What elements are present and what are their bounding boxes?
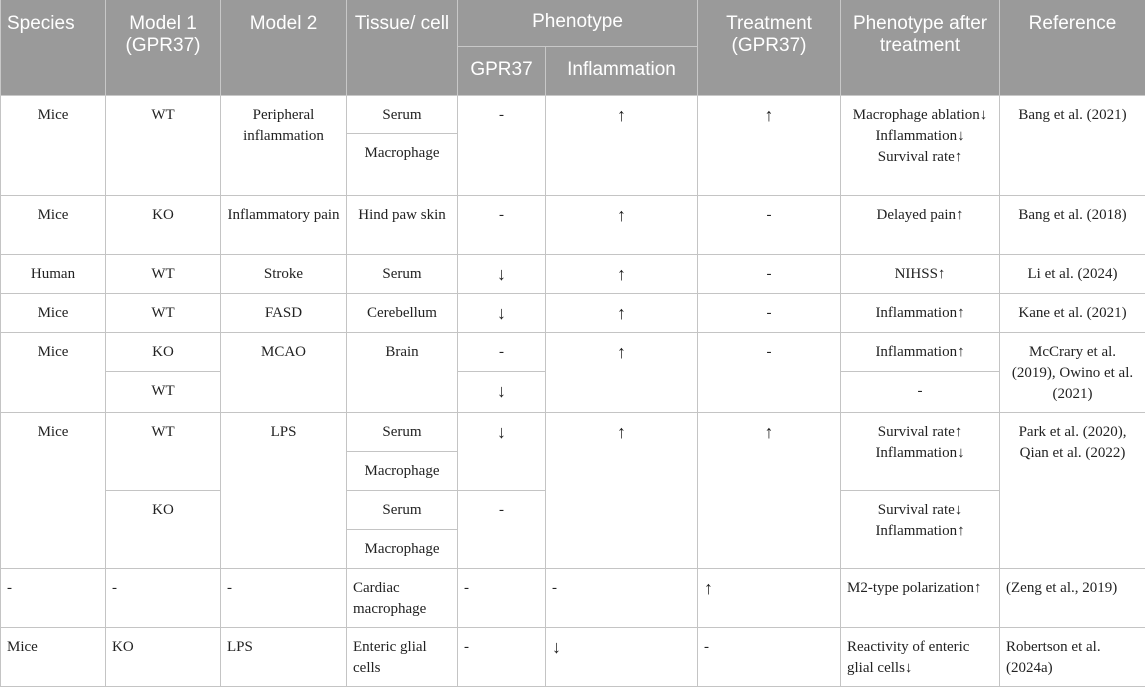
after-line: Macrophage ablation↓ [853, 107, 988, 123]
cell-treatment: ↑ [698, 413, 841, 569]
cell-model1: WT [106, 255, 221, 294]
cell-tissue: Serum [347, 491, 458, 530]
cell-treatment: ↑ [698, 569, 841, 628]
cell-inflammation: ↑ [546, 333, 698, 413]
cell-inflammation: ↑ [546, 413, 698, 569]
cell-tissue: Macrophage [347, 134, 458, 196]
cell-tissue: Cardiac macrophage [347, 569, 458, 628]
table-row [1, 333, 1145, 372]
cell-model1: WT [106, 96, 221, 196]
cell-reference: Robertson et al. (2024a) [1000, 628, 1145, 687]
cell-after [841, 96, 1000, 196]
cell-species: Mice [1, 413, 106, 569]
cell-reference: Li et al. (2024) [1000, 255, 1145, 294]
table-row [1, 294, 1145, 333]
after-line: Survival rate↑ [878, 149, 963, 165]
header-reference: Reference [1000, 0, 1145, 96]
cell-model1: KO [106, 333, 221, 372]
cell-tissue: Cerebellum [347, 294, 458, 333]
cell-tissue: Serum [347, 413, 458, 452]
cell-model2: Stroke [221, 255, 347, 294]
cell-inflammation: - [546, 569, 698, 628]
cell-reference: (Zeng et al., 2019) [1000, 569, 1145, 628]
cell-after [841, 413, 1000, 491]
cell-species: Mice [1, 628, 106, 687]
cell-gpr37: ↓ [458, 413, 546, 491]
cell-model1: WT [106, 294, 221, 333]
cell-tissue: Serum [347, 255, 458, 294]
cell-gpr37: - [458, 491, 546, 569]
cell-treatment: ↑ [698, 96, 841, 196]
cell-after: Inflammation↑ [841, 294, 1000, 333]
cell-model2: Inflammatory pain [221, 196, 347, 255]
cell-model1: WT [106, 413, 221, 491]
cell-after: Reactivity of enteric glial cells↓ [841, 628, 1000, 687]
cell-treatment: - [698, 333, 841, 413]
cell-model2: LPS [221, 628, 347, 687]
cell-treatment: - [698, 196, 841, 255]
cell-species: Mice [1, 196, 106, 255]
cell-model2: Peripheral inflammation [221, 96, 347, 196]
cell-after: M2-type polarization↑ [841, 569, 1000, 628]
cell-reference: Bang et al. (2021) [1000, 96, 1145, 196]
cell-after [841, 491, 1000, 569]
cell-tissue: Serum [347, 96, 458, 134]
cell-model1: KO [106, 628, 221, 687]
cell-inflammation: ↓ [546, 628, 698, 687]
cell-tissue: Enteric glial cells [347, 628, 458, 687]
table-row [1, 628, 1145, 687]
cell-after: Delayed pain↑ [841, 196, 1000, 255]
cell-treatment: - [698, 294, 841, 333]
cell-species: Mice [1, 96, 106, 196]
cell-species: - [1, 569, 106, 628]
header-model2: Model 2 [221, 0, 347, 96]
cell-after: Inflammation↑ [841, 333, 1000, 372]
cell-gpr37: - [458, 569, 546, 628]
after-line: Inflammation↑ [875, 523, 964, 539]
table-row [1, 413, 1145, 452]
cell-species: Mice [1, 294, 106, 333]
cell-species: Human [1, 255, 106, 294]
cell-tissue: Macrophage [347, 530, 458, 569]
header-inflammation: Inflammation [546, 47, 698, 96]
after-line: Survival rate↓ [878, 502, 963, 518]
cell-reference: Park et al. (2020), Qian et al. (2022) [1000, 413, 1145, 569]
cell-inflammation: ↑ [546, 196, 698, 255]
cell-reference: Kane et al. (2021) [1000, 294, 1145, 333]
header-model1: Model 1 (GPR37) [106, 0, 221, 96]
cell-treatment: - [698, 255, 841, 294]
table-row [1, 96, 1145, 134]
cell-gpr37: - [458, 96, 546, 196]
cell-tissue: Hind paw skin [347, 196, 458, 255]
cell-reference: Bang et al. (2018) [1000, 196, 1145, 255]
cell-model1: - [106, 569, 221, 628]
cell-gpr37: ↓ [458, 255, 546, 294]
cell-gpr37: ↓ [458, 372, 546, 413]
header-after: Phenotype after treatment [841, 0, 1000, 96]
cell-model2: - [221, 569, 347, 628]
cell-model2: MCAO [221, 333, 347, 413]
cell-reference: McCrary et al. (2019), Owino et al. (2021) [1000, 333, 1145, 413]
cell-gpr37: - [458, 196, 546, 255]
cell-model1: KO [106, 491, 221, 569]
after-line: Inflammation↓ [875, 445, 964, 461]
header-species: Species [1, 0, 106, 96]
cell-gpr37: ↓ [458, 294, 546, 333]
after-line: Survival rate↑ [878, 424, 963, 440]
header-phenotype: Phenotype [458, 0, 698, 47]
table-row [1, 196, 1145, 255]
cell-treatment: - [698, 628, 841, 687]
header-tissue: Tissue/ cell [347, 0, 458, 96]
cell-model2: FASD [221, 294, 347, 333]
cell-gpr37: - [458, 628, 546, 687]
cell-tissue: Brain [347, 333, 458, 413]
cell-tissue: Macrophage [347, 452, 458, 491]
cell-after: - [841, 372, 1000, 413]
cell-model1: WT [106, 372, 221, 413]
after-line: Inflammation↓ [875, 128, 964, 144]
header-treatment: Treatment (GPR37) [698, 0, 841, 96]
cell-model1: KO [106, 196, 221, 255]
cell-inflammation: ↑ [546, 96, 698, 196]
cell-inflammation: ↑ [546, 255, 698, 294]
cell-after: NIHSS↑ [841, 255, 1000, 294]
cell-gpr37: - [458, 333, 546, 372]
table-row [1, 255, 1145, 294]
table-row [1, 569, 1145, 628]
header-gpr37: GPR37 [458, 47, 546, 96]
cell-inflammation: ↑ [546, 294, 698, 333]
cell-model2: LPS [221, 413, 347, 569]
cell-species: Mice [1, 333, 106, 413]
